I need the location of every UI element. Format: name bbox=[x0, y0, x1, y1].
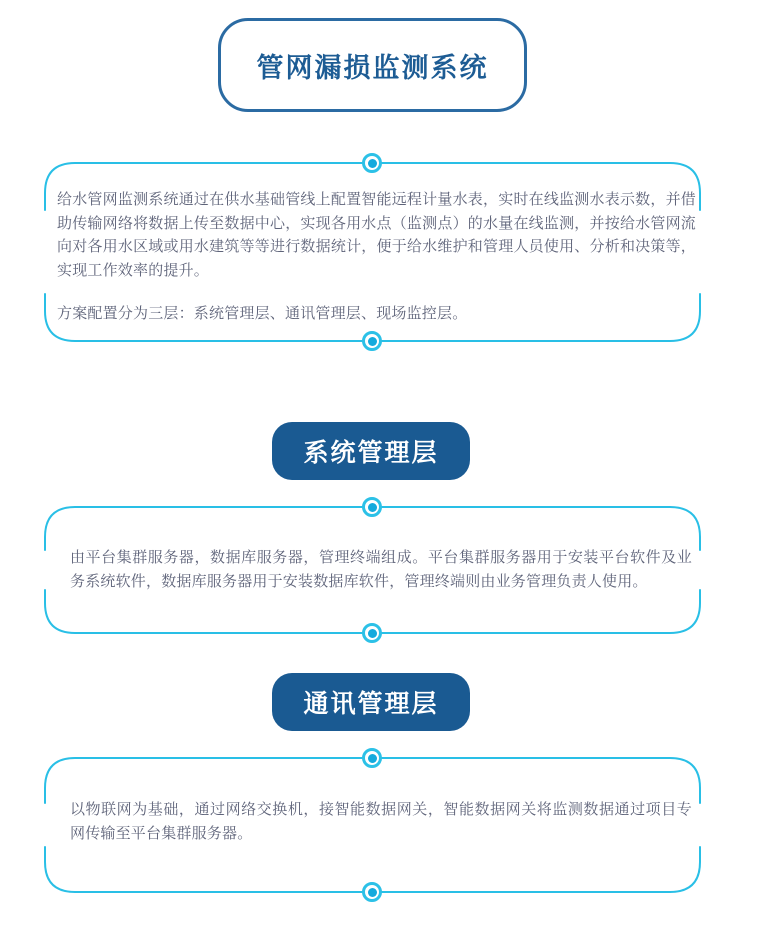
layer-label-communication-management bbox=[272, 673, 470, 731]
intro-paragraph-1: 给水管网监测系统通过在供水基础管线上配置智能远程计量水表，实时在线监测水表示数，并借助传输网络将数据上传至数据中心，实现各用水点（监测点）的水量在线监测，并按给水管网流向对各用水区域或用水建筑等等进行数据统计，便于给水维护和管理人员使用、分析和决策等，实现工作效率的提升。 bbox=[57, 191, 696, 279]
intro-paragraph-2: 方案配置分为三层：系统管理层、通讯管理层、现场监控层。 bbox=[57, 305, 468, 322]
connector-dot bbox=[362, 882, 382, 902]
connector-dot bbox=[362, 748, 382, 768]
connector-dot bbox=[362, 331, 382, 351]
connector-dot bbox=[362, 497, 382, 517]
page-title: 管网漏损监测系统 bbox=[256, 52, 489, 83]
connector-dot bbox=[362, 623, 382, 643]
layer-label-system-management bbox=[272, 422, 470, 480]
system-title-box bbox=[218, 18, 527, 112]
layer-label-text: 通讯管理层 bbox=[303, 690, 439, 718]
system-layer-description: 由平台集群服务器，数据库服务器，管理终端组成。平台集群服务器用于安装平台软件及业务系统软件，数据库服务器用于安装数据库软件，管理终端则由业务管理负责人使用。 bbox=[70, 549, 692, 590]
connector-dot bbox=[362, 153, 382, 173]
communication-layer-description: 以物联网为基础，通过网络交换机，接智能数据网关，智能数据网关将监测数据通过项目专网传输至平台集群服务器。 bbox=[70, 801, 692, 842]
layer-label-text: 系统管理层 bbox=[303, 439, 439, 467]
